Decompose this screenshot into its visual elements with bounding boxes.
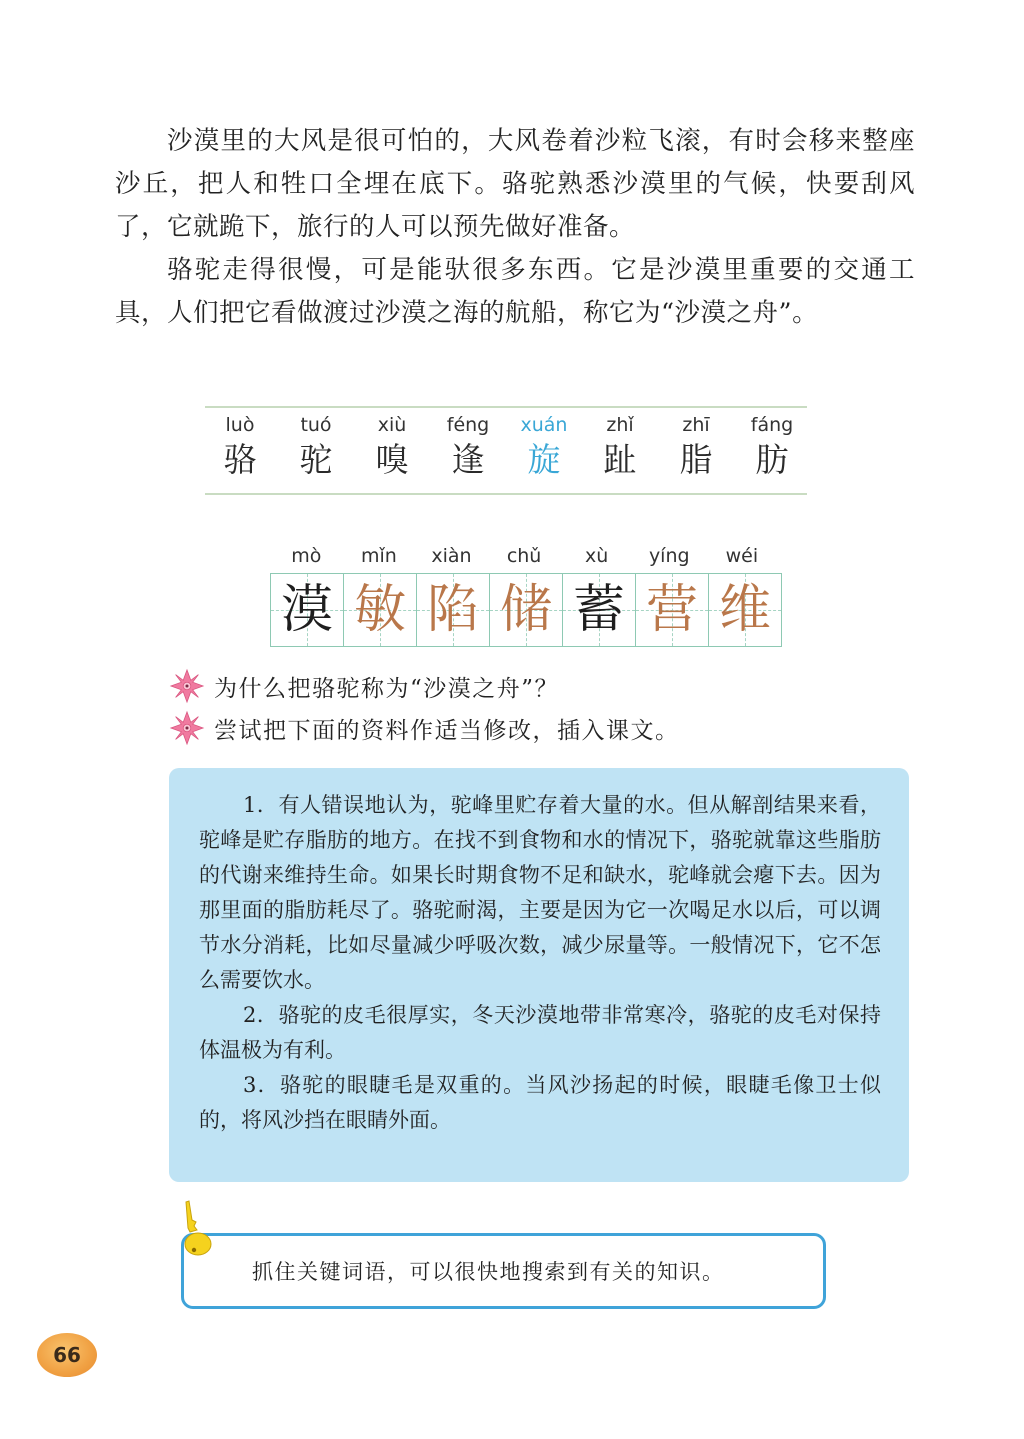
grid-box [417, 574, 490, 646]
grid-box [636, 574, 709, 646]
page-number: 66 [53, 1343, 81, 1367]
pinyin: fáng [750, 414, 794, 436]
writing-pinyin-row [270, 545, 782, 573]
hanzi: 脂 [679, 440, 713, 479]
hanzi: 骆 [223, 440, 257, 479]
tianzige-grid [270, 573, 782, 647]
pinyin: xuán [520, 414, 568, 436]
word-cell [589, 408, 651, 493]
hanzi: 敏 [353, 580, 406, 640]
pinyin: chǔ [506, 545, 542, 567]
passage-paragraph: 沙漠里的大风是很可怕的，大风卷着沙粒飞滚，有时会移来整座沙丘，把人和牲口全埋在底下。骆驼熟悉沙漠里的气候，快要刮风了，它就跪下，旅行的人可以预先做好准备。 [115, 126, 915, 242]
reading-passage [115, 120, 915, 335]
word-cell [437, 408, 499, 493]
recognize-words-row [205, 406, 807, 495]
exercise-questions [168, 665, 680, 749]
tip-box [181, 1233, 826, 1309]
pinyin: xù [585, 545, 609, 567]
question-item [168, 665, 680, 707]
hanzi: 肪 [755, 440, 789, 479]
hanzi: 营 [645, 580, 698, 640]
grid-box [344, 574, 417, 646]
reference-material-panel [169, 768, 909, 1182]
grid-box [490, 574, 563, 646]
writing-practice-grid [270, 545, 782, 647]
word-cell [285, 408, 347, 493]
material-item: 3．骆驼的眼睫毛是双重的。当风沙扬起的时候，眼睫毛像卫士似的，将风沙挡在眼睛外面。 [199, 1073, 881, 1132]
pinyin: féng [446, 414, 490, 436]
hanzi: 驼 [299, 440, 333, 479]
pinyin: tuó [300, 414, 332, 436]
pink-flower-icon [168, 709, 206, 747]
pink-flower-icon [168, 667, 206, 705]
hanzi: 维 [718, 580, 771, 640]
word-cell [361, 408, 423, 493]
grid-box [709, 574, 781, 646]
word-cell-highlighted [513, 408, 575, 493]
pinyin: wéi [725, 545, 759, 567]
pinyin: zhǐ [606, 414, 634, 436]
question-text: 为什么把骆驼称为“沙漠之舟”？ [214, 675, 560, 702]
hanzi: 漠 [280, 580, 333, 640]
pinyin: zhī [682, 414, 710, 436]
hanzi: 储 [499, 580, 552, 640]
word-cell [665, 408, 727, 493]
pinyin: mò [291, 545, 322, 567]
pinyin: luò [225, 414, 255, 436]
hanzi: 逢 [451, 440, 485, 479]
question-item [168, 707, 680, 749]
word-cell [209, 408, 271, 493]
grid-box [563, 574, 636, 646]
hanzi: 趾 [603, 440, 637, 479]
hanzi: 旋 [527, 440, 561, 479]
tip-text: 抓住关键词语，可以很快地搜索到有关的知识。 [252, 1260, 725, 1284]
material-item: 2．骆驼的皮毛很厚实，冬天沙漠地带非常寒冷，骆驼的皮毛对保持体温极为有利。 [199, 1003, 881, 1062]
pinyin: xiù [377, 414, 407, 436]
pinyin: yíng [648, 545, 690, 567]
question-text: 尝试把下面的资料作适当修改，插入课文。 [214, 717, 680, 744]
word-cell [741, 408, 803, 493]
pinyin: xiàn [431, 545, 472, 567]
key-icon [180, 1200, 224, 1260]
pinyin: mǐn [360, 545, 397, 567]
grid-box [271, 574, 344, 646]
page-number-badge [37, 1333, 97, 1377]
hanzi: 陷 [426, 580, 479, 640]
passage-paragraph: 骆驼走得很慢，可是能驮很多东西。它是沙漠里重要的交通工具，人们把它看做渡过沙漠之海的航船，称它为“沙漠之舟”。 [115, 255, 915, 328]
hanzi: 蓄 [572, 580, 625, 640]
material-item: 1．有人错误地认为，驼峰里贮存着大量的水。但从解剖结果来看，驼峰是贮存脂肪的地方。在找不到食物和水的情况下，骆驼就靠这些脂肪的代谢来维持生命。如果长时期食物不足和缺水，驼峰就会瘪下去。因为那里面的脂肪耗尽了。骆驼耐渴，主要是因为它一次喝足水以后，可以调节水分消耗，比如尽量减少呼吸次数，减少尿量等。一般情况下，它不怎么需要饮水。 [199, 793, 881, 992]
hanzi: 嗅 [375, 440, 409, 479]
